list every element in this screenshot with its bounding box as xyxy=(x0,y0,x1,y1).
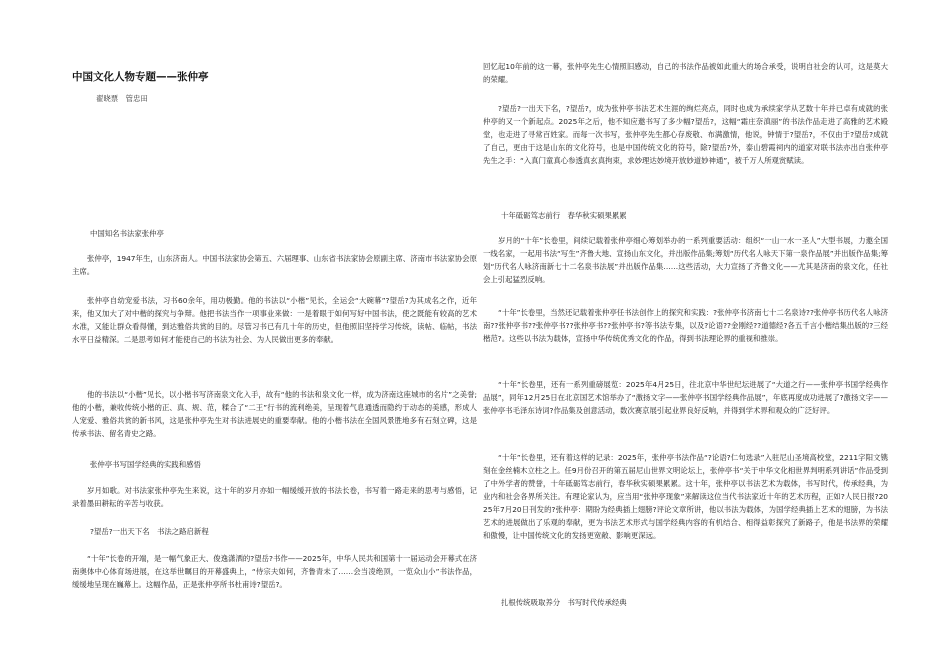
section-heading: 中国知名书法家张仲亭 xyxy=(90,229,164,238)
paragraph: “十年”长卷的开端，是一幅气象正大、俊逸潇洒的?望岳?书作——2025年，中华人民共和国第十一届运动会开幕式在济南奥体中心体育场进展，在这举世瞩目的开幕盛典上，“侍宗夫如何，齐鲁青未了……会当凌绝顶，一览众山小”书法作品，缓缓地呈现在巍幕上。这幅作品，正是张仲亭所书杜甫诗?望岳?。 xyxy=(72,554,477,589)
paragraph: 回忆起10年前的这一幕，张仲亭先生心情照旧感动，自己的书法作品被如此重大的场合承受，说明自社会的认可，这是莫大的荣耀。 xyxy=(483,62,888,84)
paragraph: “十年”长卷里，当然还记载着张仲亭任书法创作上的探究和实践：?张仲亭书济南七十二名泉诗??张仲亭书历代名人咏济南??张仲亭书??张仲亭书??张仲亭书??张仲亭书?等书法专集，以及?论语??金刚经??道德经?各五千言小楷结集出版的?三经楷范?。这些以书法为载体，宣扬中华传统优秀文化的作品，得到书法理论界的重视和推崇。 xyxy=(483,308,888,343)
section-heading: 十年砥砺笃志前行 春华秋实硕果累累 xyxy=(501,211,627,220)
paragraph: “十年”长卷里，还有着这样的记录：2025年，张仲亭书法作品“?论语?仁句选录”入驻尼山圣境高校堂，2211字阳文镌刻在金丝楠木立柱之上。任9月份召开的第五届尼山世界文明论坛上，张仲亭书“关于中华文化相世界判明系列讲话”作品受到了中外学者的赞誉，十年砥砺笃志前行，春华秋实硕果累累。这十年，张仲亭以书法艺术为载体，书写时代，传承经典，为业内和社会各界所关注。有理论家认为，应当用“张仲亭现象”来解读这位当代书法家近十年的艺术历程，正如?人民日报?2025年7月20日刊发的?张仲亭：期盼为经典插上翅膀?评论文章所讲，他以书法为载体，为国学经典插上艺术的翅膀，为书法艺术的进展做出了乐观的奉献，更为书法艺术形式与国学经典内容的有机结合、相得益彰探究了新路子，他是书法界的荣耀和傲慢，让中国传统文化的发扬更宽敞、影响更深远。 xyxy=(483,453,888,540)
paragraph: ?望岳?一出天下名，?望岳?，成为张仲亭书法艺术生涯的绚烂亮点，同时也成为承续家学从艺数十年并已卓有成就的张仲亭的又一个新起点。2025年之后，他不知应邀书写了多少幅?望岳?，这幅“霜庄奈滇丽”的书法作品走进了高雅的艺术殿堂，也走进了寻常百姓家。而每一次书写，张仲亭先生都心存废敬、布满激情，他说，钟情于?望岳?，不仅由于?望岳?成就了自己，更由于这是山东的文化符号，也是中国传统文化的符号，除?望岳?外，泰山碧霞祠内的道家对联书法亦出自张仲亭先生之手：“入真门童真心参透真玄真拘束，求妙理达妙境开放妙道妙神通”，被千万人所观赏赋读。 xyxy=(483,104,888,165)
paragraph: 张仲亭，1947年生，山东济南人。中国书法家协会第五、六届理事、山东省书法家协会原副主席、济南市书法家协会原主席。 xyxy=(72,254,477,276)
paragraph: 他的书法以“小楷”见长，以小楷书写济南泉文化入手，故有“他的书法和泉文化一样，成为济南这座城市的名片”之美誉;他的小楷，兼收传统小楷的正、真、规、范，糅合了“二王”行书的流利绝美，呈现着气息通透而隐约于动态的美感，形成人人宠爱、雅俗共赏的新书风，这是张仲亭先生对书法进展史的重要奉献。他的小楷书法在全国风景胜地多有石刻立碑，这是传承书法、留名青史之路。 xyxy=(72,390,477,438)
article-authors: 翟晓票 管忠田 xyxy=(96,94,148,103)
section-heading: 张仲亭书写国学经典的实践和感悟 xyxy=(90,460,201,469)
paragraph: 岁月的“十年”长卷里，间续记载着张仲亭细心筹划举办的一系列重要活动：组织“一山一水一圣人”大型书展，力邀全国一线名家，一起用书法“写生”齐鲁大地、宣扬山东文化，并出版作品集;筹划“历代名人咏天下第一泉作品展”并出版作品集;筹划“历代名人咏济南新七十二名泉书法展”并出版作品集……这些活动，大力宣扬了齐鲁文化——尤其是济南的泉文化，任社会上引起猛烈反响。 xyxy=(483,236,888,284)
paragraph: 张仲亭自幼宠爱书法，习书60余年，用功极勤。他的书法以“小楷”见长，全运会“大碗幕”?望岳?为其成名之作，近年来，他又加大了对中楷的探究与争辩。他把书法当作一项事业来做：一是着眼于如何写好中国书法，使之既能有较高的艺术水准，又能让群众看得懂，到达雅俗共赏的目的。尽管习书已有几十年的历史，但他照旧坚持学习传统，读帖、临帖，书法水平日益精深。二是思考如何才能使自己的书法为社会、为人民做出更多的奉献。 xyxy=(72,296,477,344)
paragraph: 岁月如歌。对书法家张仲亭先生来说，这十年的岁月亦如一幅缓缓开放的书法长卷，书写着一路走来的思考与感悟，记录着墨田耕耘的辛苦与收获。 xyxy=(72,486,477,508)
article-title: 中国文化人物专题——张仲亭 xyxy=(72,71,209,83)
section-heading: ?望岳?一出天下名 书法之路启新程 xyxy=(90,527,209,536)
section-heading: 扎根传统吸取养分 书写时代传承经典 xyxy=(501,598,627,607)
paragraph: “十年”长卷里，还有一系列重磅展览：2025年4月25日，往北京中华世纪坛进展了“大道之行——张仲亭书国学经典作品展”，同年12月25日在北京国艺术馆举办了“激扬文字——张仲亭书国学经典作品展”，年底再度成功进展了?激扬文字——张仲亭书毛泽东诗词?作品集及创意活动，数次赛京展引起业界良好反响，并得到学术界和观众的广泛好评。 xyxy=(483,380,888,415)
